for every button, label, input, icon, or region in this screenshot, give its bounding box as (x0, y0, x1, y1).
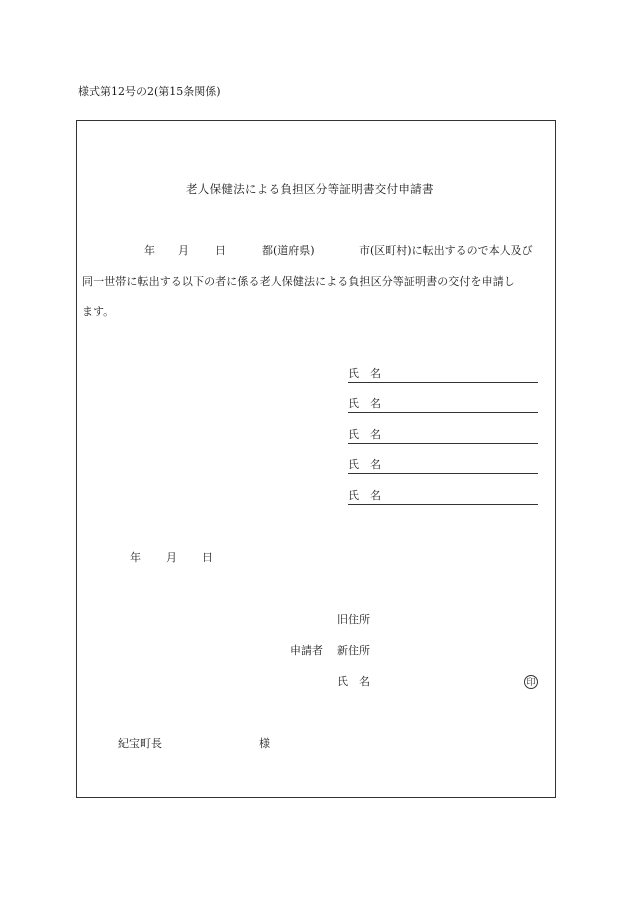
mayor-label: 紀宝町長 (118, 737, 162, 750)
form-number: 様式第12号の2(第15条関係) (78, 85, 221, 98)
name-row-3 (348, 428, 538, 444)
body-line-1 (144, 244, 155, 258)
name-row-2 (348, 397, 538, 413)
new-address-label: 新住所 (337, 644, 370, 657)
name-row-label: 氏名 (348, 489, 392, 502)
name-row-4 (348, 458, 538, 474)
name-row-label: 氏名 (348, 367, 392, 380)
name-row-label: 氏名 (348, 397, 392, 410)
application-year: 年 (130, 551, 141, 564)
seal-mark: 印 (524, 675, 538, 689)
old-address-label: 旧住所 (337, 613, 370, 626)
application-month: 月 (166, 551, 177, 564)
body-prefecture: 都(道府県) (262, 244, 315, 257)
honorific: 様 (259, 737, 270, 750)
document-title: 老人保健法による負担区分等証明書交付申請書 (186, 182, 434, 196)
applicant-name-label: 氏 名 (337, 675, 370, 688)
body-line-3: ます。 (82, 305, 115, 318)
name-row-5 (348, 489, 538, 505)
body-month: 月 (178, 244, 189, 257)
name-row-label: 氏名 (348, 458, 392, 471)
body-municipality: 市(区町村)に転出するので本人及び (359, 244, 533, 257)
name-row-1 (348, 367, 538, 383)
body-line-2: 同一世帯に転出する以下の者に係る老人保健法による負担区分等証明書の交付を申請し (82, 275, 515, 288)
application-day: 日 (202, 551, 213, 564)
name-row-label: 氏名 (348, 428, 392, 441)
applicant-label: 申請者 (290, 644, 323, 657)
body-day: 日 (215, 244, 226, 257)
body-year: 年 (144, 244, 155, 257)
